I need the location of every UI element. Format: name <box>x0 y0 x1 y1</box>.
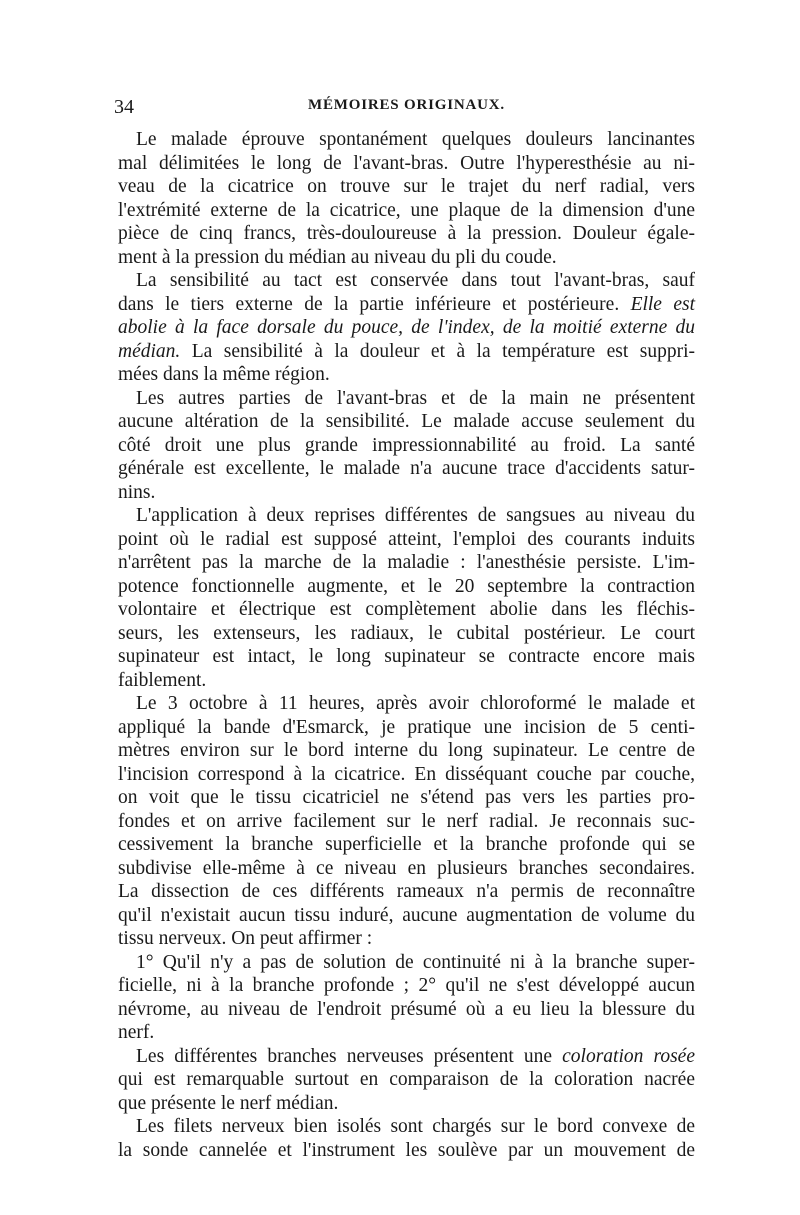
text-line: nins. <box>118 481 156 503</box>
text-line: cessivement la branche superficielle et la branche profonde qui se <box>118 834 695 855</box>
text-line: Les autres parties de l'avant-bras et de la main ne présentent <box>136 387 695 409</box>
italic-text: coloration rosée <box>562 1045 695 1067</box>
running-head <box>114 96 695 122</box>
text-line: qui est remarquable surtout en comparaison de la coloration nacrée <box>118 1069 695 1090</box>
text-line: dans le tiers externe de la partie inférieure et postérieure. Elle est <box>118 293 695 315</box>
text-line: appliqué la bande d'Esmarck, je pratique une incision de 5 centi- <box>118 716 695 738</box>
text-line: subdivise elle-même à ce niveau en plusieurs branches secondaires. <box>118 857 695 879</box>
text-line: qu'il n'existait aucun tissu induré, aucune augmentation de volume du <box>118 904 695 926</box>
book-page <box>114 96 695 1162</box>
text-line: générale est excellente, le malade n'a aucune trace d'accidents satur- <box>118 458 695 479</box>
text-line: L'application à deux reprises différentes de sangsues au niveau du <box>136 505 695 526</box>
text-line: supinateur est intact, le long supinateur se contracte encore mais <box>118 646 695 667</box>
text-line: point où le radial est supposé atteint, l'emploi des courants induits <box>118 528 695 550</box>
text-line: que présente le nerf médian. <box>118 1092 339 1114</box>
text-line: on voit que le tissu cicatriciel ne s'étend pas vers les parties pro- <box>118 787 695 808</box>
running-title: MÉMOIRES ORIGINAUX. <box>308 97 505 113</box>
text-line: tissu nerveux. On peut affirmer : <box>118 928 373 949</box>
text-line: névrome, au niveau de l'endroit présumé où a eu lieu la blessure du <box>118 998 695 1020</box>
text-line: fondes et on arrive facilement sur le nerf radial. Je reconnais suc- <box>118 810 695 832</box>
text-line: mées dans la même région. <box>118 364 330 385</box>
text-line: côté droit une plus grande impressionnabilité au froid. La santé <box>118 434 695 456</box>
text-line: veau de la cicatrice on trouve sur le trajet du nerf radial, vers <box>118 176 695 197</box>
text-line: n'arrêtent pas la marche de la maladie : l'anesthésie persiste. L'im- <box>118 552 695 573</box>
text-line: 1° Qu'il n'y a pas de solution de continuité ni à la branche super- <box>136 951 695 973</box>
text-line: Le 3 octobre à 11 heures, après avoir chloroformé le malade et <box>136 693 695 714</box>
text-line: la sonde cannelée et l'instrument les soulève par un mouvement de <box>118 1139 695 1161</box>
text-line: seurs, les extenseurs, les radiaux, le cubital postérieur. Le court <box>118 622 695 644</box>
italic-text: médian. <box>118 340 181 362</box>
text-line: pièce de cinq francs, très-douloureuse à la pression. Douleur égale- <box>118 223 695 244</box>
text-line: l'incision correspond à la cicatrice. En disséquant couche par couche, <box>118 763 695 785</box>
text-line: aucune altération de la sensibilité. Le malade accuse seulement du <box>118 411 695 432</box>
text-line: Le malade éprouve spontanément quelques douleurs lancinantes <box>136 129 695 150</box>
text-line: faiblement. <box>118 669 207 691</box>
page-number: 34 <box>114 96 134 118</box>
text-line: ficielle, ni à la branche profonde ; 2° qu'il ne s'est développé aucun <box>118 975 695 996</box>
text-line: Les filets nerveux bien isolés sont chargés sur le bord convexe de <box>136 1116 695 1137</box>
body-text <box>118 128 695 1162</box>
italic-text: Elle est <box>630 293 695 315</box>
text-line: médian. La sensibilité à la douleur et à la température est suppri- <box>118 340 695 362</box>
text-line: mètres environ sur le bord interne du long supinateur. Le centre de <box>118 740 695 761</box>
text-line: mal délimitées le long de l'avant-bras. Outre l'hyperesthésie au ni- <box>118 152 695 174</box>
text-line: La sensibilité au tact est conservée dans tout l'avant-bras, sauf <box>136 270 695 291</box>
text-line: abolie à la face dorsale du pouce, de l'index, de la moitié externe du <box>118 317 695 338</box>
text-line: nerf. <box>118 1022 155 1043</box>
text-line: Les différentes branches nerveuses présentent une coloration rosée <box>136 1045 695 1067</box>
text-line: La dissection de ces différents rameaux n'a permis de reconnaître <box>118 881 695 902</box>
text-line: l'extrémité externe de la cicatrice, une plaque de la dimension d'une <box>118 199 695 221</box>
text-line: potence fonctionnelle augmente, et le 20 septembre la contraction <box>118 575 695 597</box>
text-line: volontaire et électrique est complètement abolie dans les fléchis- <box>118 599 695 620</box>
text-line: ment à la pression du médian au niveau du pli du coude. <box>118 246 557 268</box>
